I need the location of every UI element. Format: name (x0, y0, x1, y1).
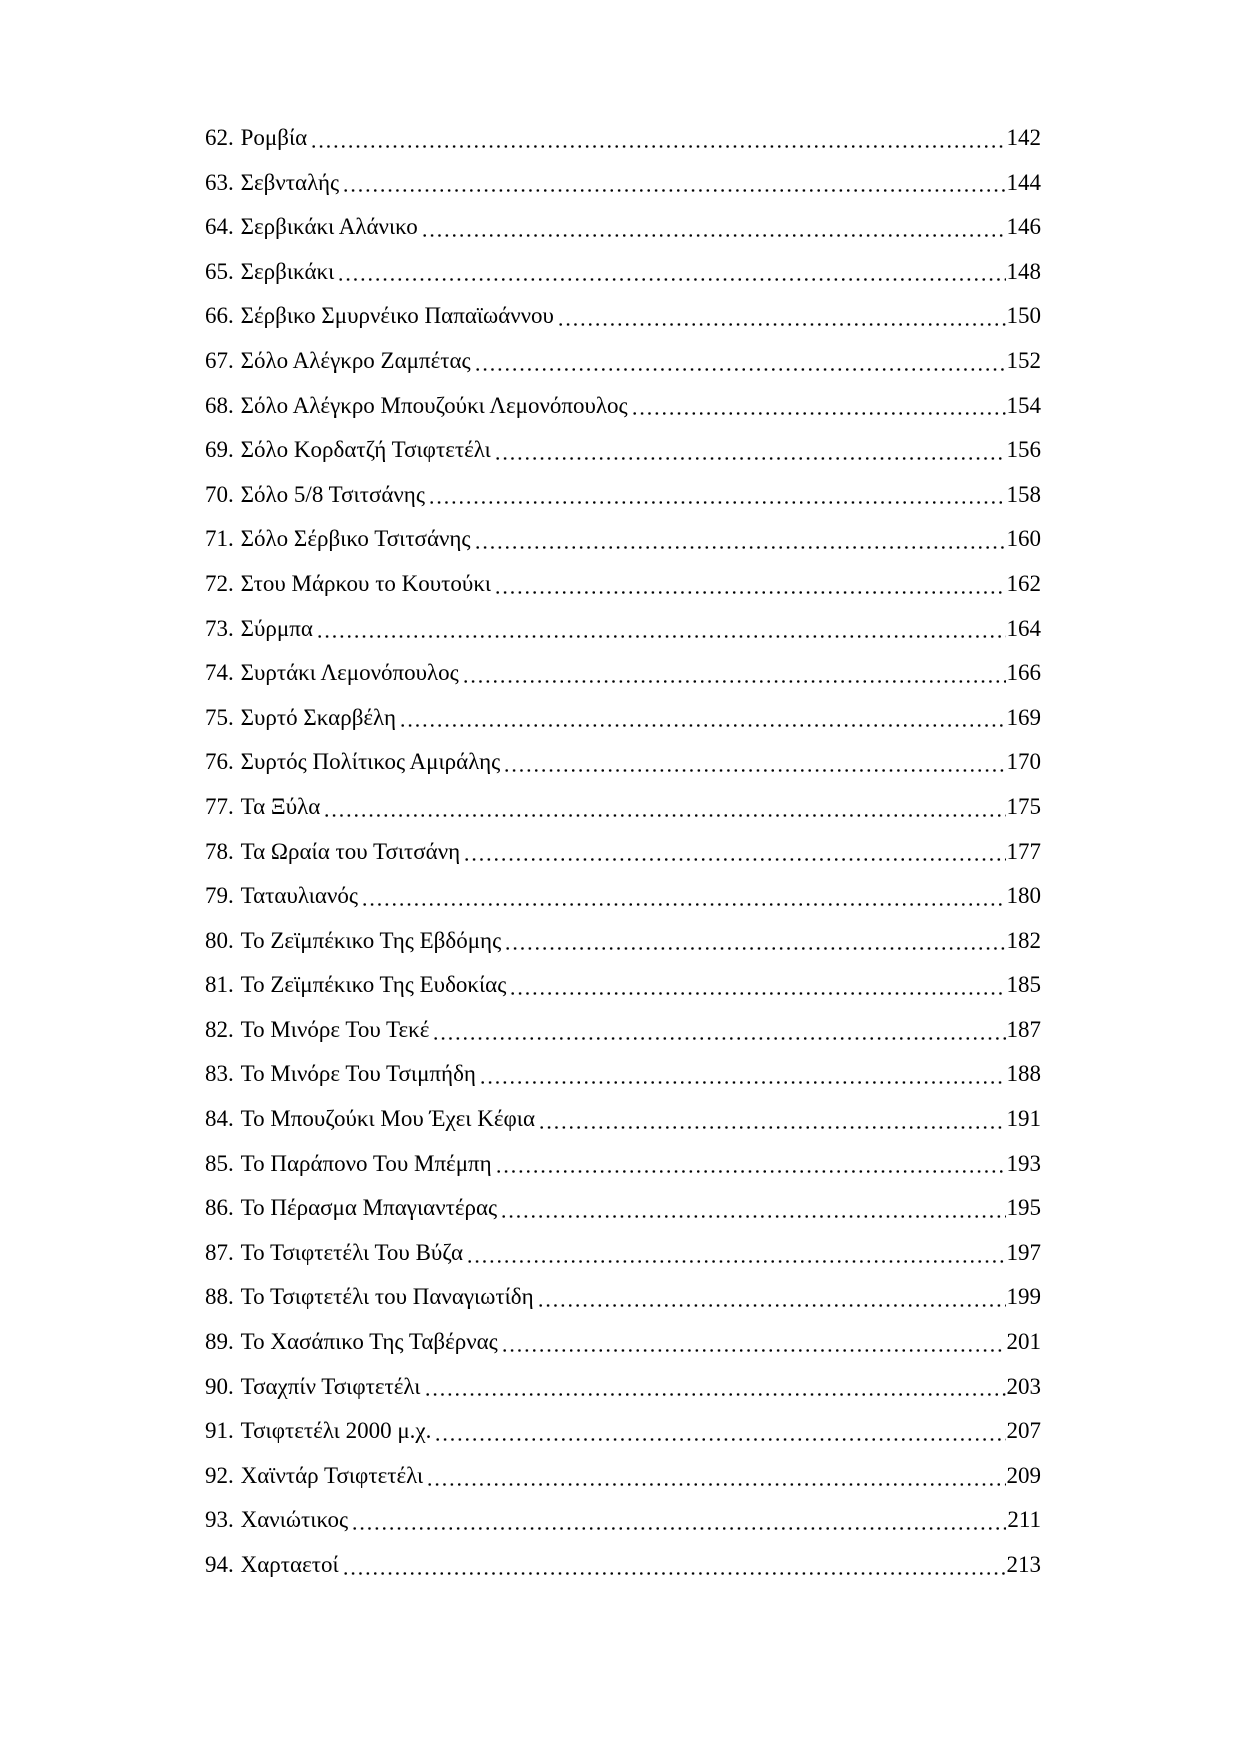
entry-number: 84. (205, 1106, 234, 1132)
entry-title: Τσαχπίν Τσιφτετέλι (240, 1373, 421, 1399)
entry-page: 195 (1006, 1195, 1041, 1221)
entry-page: 177 (1006, 838, 1041, 864)
entry-number: 89. (205, 1329, 234, 1355)
entry-page: 142 (1006, 125, 1041, 150)
entry-title: Το Πέρασμα Μπαγιαντέρας (240, 1195, 498, 1221)
leader-dots (419, 205, 1006, 250)
toc-entry (205, 1409, 1041, 1454)
leader-dots (535, 1275, 1006, 1320)
entry-page: 146 (1006, 214, 1041, 240)
toc-entry (205, 161, 1041, 206)
toc-entry (205, 1365, 1041, 1410)
entry-title: Σόλο 5/8 Τσιτσάνης (240, 481, 425, 507)
toc-entry (205, 1231, 1041, 1276)
entry-number: 70. (205, 481, 234, 507)
toc-entry (205, 294, 1041, 339)
leader-dots (498, 1186, 1005, 1231)
toc-entry (205, 874, 1041, 919)
entry-title: Σερβικάκι (240, 258, 335, 284)
entry-number: 81. (205, 972, 234, 998)
leader-dots (472, 517, 1006, 562)
entry-number: 94. (205, 1552, 234, 1577)
entry-page: 188 (1006, 1061, 1041, 1087)
entry-page: 150 (1006, 303, 1041, 329)
entry-number: 65. (205, 258, 234, 284)
entry-page: 185 (1006, 972, 1041, 998)
toc-entry (205, 205, 1041, 250)
entry-title: Τσιφτετέλι 2000 μ.χ. (240, 1418, 432, 1444)
leader-dots (492, 428, 1006, 473)
entry-title: Σύρμπα (240, 615, 313, 641)
entry-title: Σερβικάκι Αλάνικο (240, 214, 418, 240)
entry-page: 203 (1006, 1373, 1041, 1399)
entry-page: 207 (1006, 1418, 1041, 1444)
table-of-contents (205, 116, 1041, 1588)
entry-page: 201 (1006, 1329, 1041, 1355)
toc-entry (205, 428, 1041, 473)
entry-title: Ταταυλιανός (240, 883, 358, 909)
entry-page: 187 (1006, 1016, 1041, 1042)
toc-entry (205, 517, 1041, 562)
entry-number: 88. (205, 1284, 234, 1310)
entry-title: Το Μινόρε Του Τεκέ (240, 1016, 430, 1042)
leader-dots (432, 1409, 1005, 1454)
entry-title: Το Ζεϊμπέκικο Της Εβδόμης (240, 927, 502, 953)
entry-number: 69. (205, 437, 234, 463)
entry-page: 144 (1006, 169, 1041, 195)
entry-page: 154 (1006, 392, 1041, 418)
entry-page: 156 (1006, 437, 1041, 463)
leader-dots (397, 696, 1005, 741)
entry-number: 73. (205, 615, 234, 641)
toc-entry (205, 1498, 1041, 1543)
entry-number: 80. (205, 927, 234, 953)
entry-page: 160 (1006, 526, 1041, 552)
toc-entry (205, 1186, 1041, 1231)
toc-entry (205, 696, 1041, 741)
toc-entry (205, 1320, 1041, 1365)
leader-dots (340, 1543, 1006, 1588)
leader-dots (629, 384, 1006, 429)
toc-entry (205, 339, 1041, 384)
entry-number: 66. (205, 303, 234, 329)
entry-title: Συρτάκι Λεμονόπουλος (240, 660, 459, 686)
entry-title: Ρομβία (240, 125, 308, 150)
entry-title: Χαϊντάρ Τσιφτετέλι (240, 1462, 424, 1488)
entry-title: Το Παράπονο Του Μπέμπη (240, 1150, 492, 1176)
leader-dots (422, 1365, 1006, 1410)
leader-dots (349, 1498, 1006, 1543)
toc-entry (205, 607, 1041, 652)
leader-dots (472, 339, 1006, 384)
entry-title: Σόλο Σέρβικο Τσιτσάνης (240, 526, 471, 552)
entry-number: 79. (205, 883, 234, 909)
entry-number: 86. (205, 1195, 234, 1221)
toc-entry (205, 473, 1041, 518)
entry-number: 64. (205, 214, 234, 240)
entry-title: Το Τσιφτετέλι Του Βύζα (240, 1239, 464, 1265)
entry-page: 158 (1006, 481, 1041, 507)
leader-dots (430, 1008, 1005, 1053)
entry-page: 213 (1006, 1552, 1041, 1577)
entry-title: Σόλο Αλέγκρο Ζαμπέτας (240, 347, 471, 373)
leader-dots (426, 473, 1006, 518)
entry-page: 182 (1006, 927, 1041, 953)
toc-entry (205, 651, 1041, 696)
entry-page: 193 (1006, 1150, 1041, 1176)
entry-page: 166 (1006, 660, 1041, 686)
entry-page: 197 (1006, 1239, 1041, 1265)
entry-page: 209 (1006, 1462, 1041, 1488)
entry-number: 78. (205, 838, 234, 864)
entry-title: Τα Ξύλα (240, 793, 321, 819)
leader-dots (501, 740, 1005, 785)
entry-number: 87. (205, 1239, 234, 1265)
toc-entry (205, 740, 1041, 785)
entry-page: 152 (1006, 347, 1041, 373)
toc-entry (205, 562, 1041, 607)
entry-number: 82. (205, 1016, 234, 1042)
leader-dots (492, 562, 1005, 607)
entry-title: Τα Ωραία του Τσιτσάνη (240, 838, 461, 864)
entry-page: 211 (1007, 1507, 1041, 1533)
leader-dots (314, 607, 1006, 652)
entry-title: Σόλο Αλέγκρο Μπουζούκι Λεμονόπουλος (240, 392, 628, 418)
entry-title: Σεβνταλής (240, 169, 340, 195)
entry-title: Συρτό Σκαρβέλη (240, 704, 397, 730)
entry-title: Το Χασάπικο Της Ταβέρνας (240, 1329, 498, 1355)
entry-page: 199 (1006, 1284, 1041, 1310)
toc-entry (205, 384, 1041, 429)
entry-title: Συρτός Πολίτικος Αμιράλης (240, 749, 501, 775)
toc-entry (205, 963, 1041, 1008)
leader-dots (464, 1231, 1005, 1276)
leader-dots (555, 294, 1006, 339)
toc-entry (205, 1097, 1041, 1142)
entry-title: Το Μπουζούκι Μου Έχει Κέφια (240, 1106, 536, 1132)
entry-page: 148 (1006, 258, 1041, 284)
toc-entry (205, 919, 1041, 964)
toc-entry (205, 1052, 1041, 1097)
entry-number: 92. (205, 1462, 234, 1488)
entry-number: 72. (205, 570, 234, 596)
toc-entry (205, 785, 1041, 830)
leader-dots (499, 1320, 1006, 1365)
toc-entry (205, 1008, 1041, 1053)
leader-dots (335, 250, 1005, 295)
toc-entry (205, 830, 1041, 875)
leader-dots (461, 830, 1005, 875)
leader-dots (477, 1052, 1006, 1097)
toc-entry (205, 116, 1041, 161)
entry-page: 162 (1006, 570, 1041, 596)
leader-dots (507, 963, 1005, 1008)
leader-dots (502, 919, 1005, 964)
entry-number: 67. (205, 347, 234, 373)
leader-dots (308, 116, 1005, 161)
entry-number: 62. (205, 125, 234, 150)
entry-number: 63. (205, 169, 234, 195)
entry-number: 90. (205, 1373, 234, 1399)
entry-number: 85. (205, 1150, 234, 1176)
entry-number: 68. (205, 392, 234, 418)
entry-number: 74. (205, 660, 234, 686)
entry-title: Σόλο Κορδατζή Τσιφτετέλι (240, 437, 491, 463)
entry-number: 91. (205, 1418, 234, 1444)
entry-page: 164 (1006, 615, 1041, 641)
entry-number: 76. (205, 749, 234, 775)
entry-number: 75. (205, 704, 234, 730)
toc-entry (205, 250, 1041, 295)
entry-page: 180 (1006, 883, 1041, 909)
entry-title: Το Ζεϊμπέκικο Της Ευδοκίας (240, 972, 507, 998)
leader-dots (536, 1097, 1005, 1142)
toc-entry (205, 1275, 1041, 1320)
leader-dots (460, 651, 1006, 696)
entry-number: 93. (205, 1507, 234, 1533)
entry-title: Το Τσιφτετέλι του Παναγιωτίδη (240, 1284, 534, 1310)
entry-page: 170 (1006, 749, 1041, 775)
leader-dots (359, 874, 1006, 919)
leader-dots (340, 161, 1005, 206)
entry-number: 77. (205, 793, 234, 819)
leader-dots (424, 1454, 1005, 1499)
entry-page: 175 (1006, 793, 1041, 819)
entry-title: Χαρταετοί (240, 1552, 339, 1577)
entry-number: 71. (205, 526, 234, 552)
toc-entry (205, 1454, 1041, 1499)
leader-dots (321, 785, 1005, 830)
toc-entry (205, 1142, 1041, 1187)
toc-entry (205, 1543, 1041, 1588)
entry-number: 83. (205, 1061, 234, 1087)
entry-page: 191 (1006, 1106, 1041, 1132)
entry-title: Σέρβικο Σμυρνέικο Παπαϊωάννου (240, 303, 554, 329)
entry-title: Στου Μάρκου το Κουτούκι (240, 570, 492, 596)
leader-dots (493, 1142, 1006, 1187)
entry-title: Το Μινόρε Του Τσιμπήδη (240, 1061, 476, 1087)
entry-title: Χανιώτικος (240, 1507, 349, 1533)
entry-page: 169 (1006, 704, 1041, 730)
